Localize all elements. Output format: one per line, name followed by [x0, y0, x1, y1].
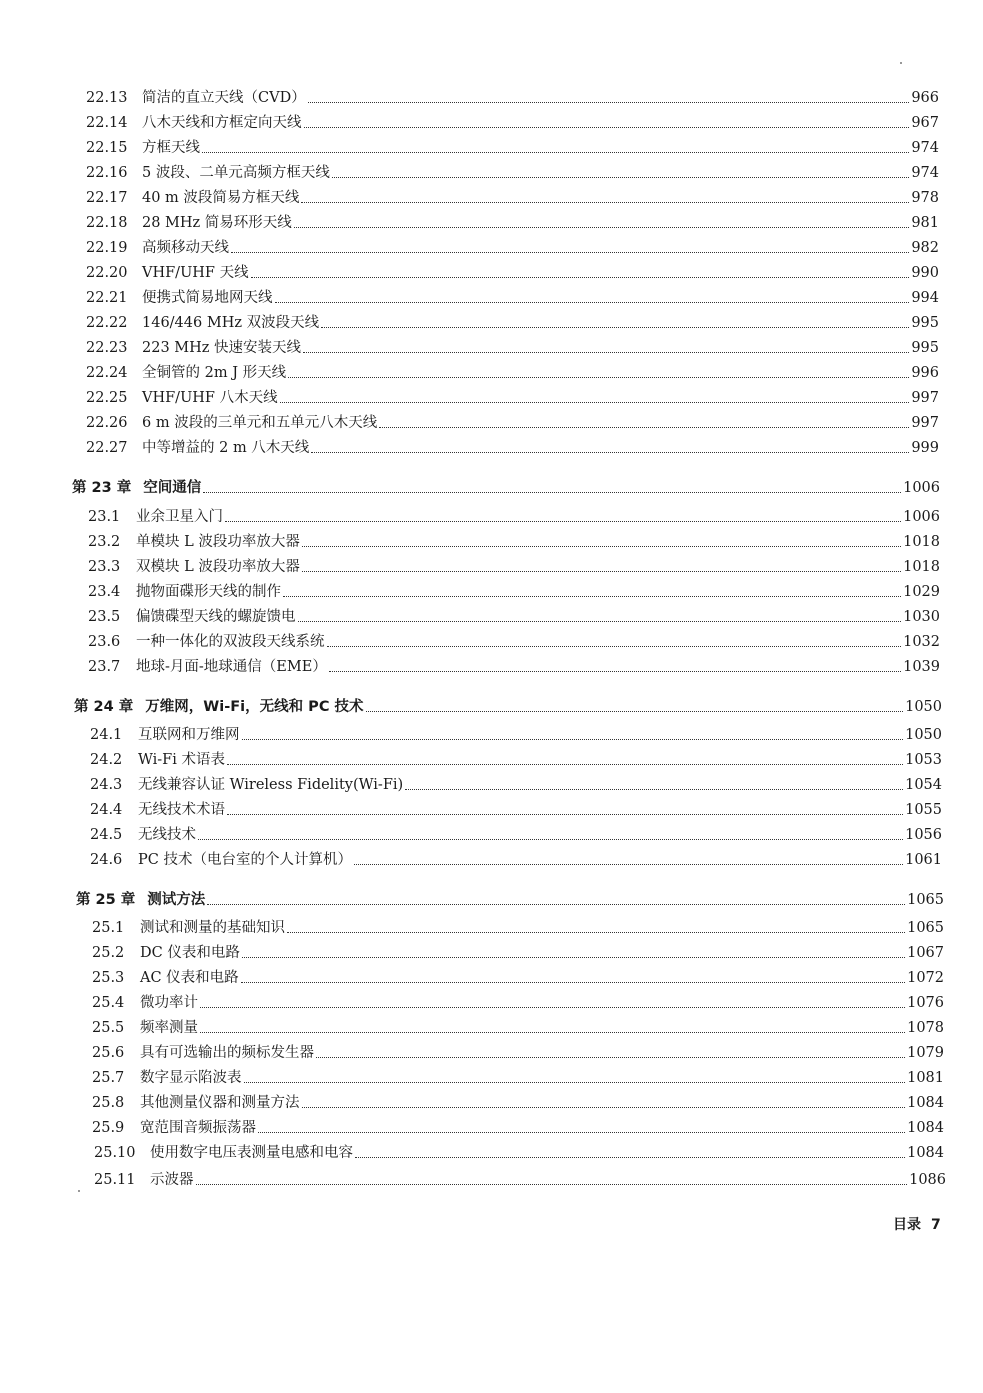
leader-dots: [196, 1183, 908, 1185]
entry-page: 1061: [905, 852, 942, 868]
entry-page: 1084: [907, 1095, 944, 1111]
toc-entry: [88, 579, 940, 601]
entry-title: AC 仪表和电路: [140, 970, 239, 986]
leader-dots: [241, 981, 905, 983]
entry-title: 中等增益的 2 m 八木天线: [142, 440, 310, 456]
entry-page: 995: [911, 340, 939, 356]
leader-dots: [227, 813, 903, 815]
entry-page: 1054: [905, 777, 942, 793]
scan-speck: [78, 1190, 80, 1192]
toc-entry: [90, 722, 942, 744]
toc-entry: [86, 435, 939, 457]
toc-entry: [86, 110, 939, 132]
entry-title: 业余卫星入门: [136, 509, 223, 525]
leader-dots: [283, 595, 901, 597]
entry-title: 数字显示陷波表: [140, 1070, 242, 1086]
entry-number: 22.14: [86, 115, 128, 131]
entry-title: 偏馈碟型天线的螺旋馈电: [136, 609, 296, 625]
entry-number: 25.9: [92, 1120, 125, 1136]
leader-dots: [294, 226, 910, 228]
leader-dots: [308, 101, 910, 103]
leader-dots: [207, 903, 905, 905]
entry-number: 25.1: [92, 920, 125, 936]
leader-dots: [287, 931, 905, 933]
leader-dots: [329, 670, 901, 672]
entry-page: 1050: [905, 727, 942, 743]
chapter-page: 1065: [907, 892, 944, 908]
chapter-title: 万维网，Wi-Fi，无线和 PC 技术: [145, 699, 364, 715]
entry-title: 6 m 波段的三单元和五单元八木天线: [142, 415, 378, 431]
toc-entry: [88, 554, 940, 576]
toc-entry: [86, 285, 939, 307]
chapter-number: 第 25 章: [76, 892, 136, 908]
entry-page: 999: [911, 440, 939, 456]
entry-number: 22.22: [86, 315, 128, 331]
entry-title: 测试和测量的基础知识: [140, 920, 285, 936]
leader-dots: [302, 570, 901, 572]
leader-dots: [225, 520, 901, 522]
toc-entry: [86, 235, 939, 257]
entry-page: 967: [911, 115, 939, 131]
entry-number: 23.1: [88, 509, 121, 525]
entry-title: 微功率计: [140, 995, 198, 1011]
entry-number: 22.19: [86, 240, 128, 256]
leader-dots: [303, 351, 909, 353]
chapter-number: 第 24 章: [74, 699, 134, 715]
entry-number: 22.17: [86, 190, 128, 206]
leader-dots: [200, 1006, 905, 1008]
toc-entry: [86, 360, 939, 382]
entry-title: 具有可选输出的频标发生器: [140, 1045, 314, 1061]
entry-page: 1053: [905, 752, 942, 768]
entry-number: 24.2: [90, 752, 123, 768]
entry-page: 1006: [903, 509, 940, 525]
chapter-number: 第 23 章: [72, 480, 132, 496]
entry-title: 一种一体化的双波段天线系统: [136, 634, 325, 650]
entry-page: 1079: [907, 1045, 944, 1061]
page-footer: [893, 1214, 941, 1234]
entry-title: 223 MHz 快速安装天线: [142, 340, 302, 356]
leader-dots: [366, 710, 904, 712]
entry-number: 25.11: [94, 1172, 136, 1188]
entry-number: 23.5: [88, 609, 121, 625]
chapter-heading: [76, 887, 944, 909]
leader-dots: [231, 251, 909, 253]
entry-number: 24.6: [90, 852, 123, 868]
chapter-heading: [74, 694, 942, 716]
entry-number: 22.25: [86, 390, 128, 406]
toc-entry: [92, 965, 944, 987]
chapter-page: 1050: [905, 699, 942, 715]
toc-entry: [86, 260, 939, 282]
entry-page: 994: [911, 290, 939, 306]
entry-number: 24.4: [90, 802, 123, 818]
toc-entry: [86, 385, 939, 407]
leader-dots: [242, 738, 904, 740]
entry-title: 双模块 L 波段功率放大器: [136, 559, 300, 575]
entry-title: 便携式简易地网天线: [142, 290, 273, 306]
leader-dots: [354, 863, 903, 865]
entry-number: 22.20: [86, 265, 128, 281]
entry-page: 1039: [903, 659, 940, 675]
entry-number: 22.24: [86, 365, 128, 381]
toc-entry: [86, 410, 939, 432]
entry-title: 高频移动天线: [142, 240, 229, 256]
leader-dots: [227, 763, 903, 765]
leader-dots: [405, 788, 903, 790]
entry-title: 示波器: [150, 1172, 194, 1188]
entry-number: 25.4: [92, 995, 125, 1011]
leader-dots: [298, 620, 902, 622]
entry-number: 25.8: [92, 1095, 125, 1111]
entry-page: 1056: [905, 827, 942, 843]
chapter-title: 测试方法: [147, 892, 206, 908]
entry-number: 25.5: [92, 1020, 125, 1036]
entry-page: 1032: [903, 634, 940, 650]
entry-title: 5 波段、二单元高频方框天线: [142, 165, 330, 181]
entry-number: 25.10: [94, 1145, 136, 1161]
entry-page: 996: [911, 365, 939, 381]
entry-page: 1018: [903, 559, 940, 575]
leader-dots: [258, 1131, 905, 1133]
scan-speck: [900, 62, 902, 64]
entry-title: 互联网和万维网: [138, 727, 240, 743]
leader-dots: [202, 151, 909, 153]
leader-dots: [302, 545, 901, 547]
entry-page: 1030: [903, 609, 940, 625]
entry-title: 单模块 L 波段功率放大器: [136, 534, 300, 550]
toc-entry: [90, 747, 942, 769]
chapter-title: 空间通信: [143, 480, 202, 496]
toc-entry: [92, 915, 944, 937]
toc-entry: [88, 604, 940, 626]
entry-page: 1067: [907, 945, 944, 961]
leader-dots: [304, 126, 910, 128]
toc-entry: [92, 1040, 944, 1062]
toc-entry: [94, 1140, 944, 1162]
entry-title: 八木天线和方框定向天线: [142, 115, 302, 131]
entry-number: 24.3: [90, 777, 123, 793]
leader-dots: [321, 326, 909, 328]
leader-dots: [327, 645, 902, 647]
toc-entry: [88, 504, 940, 526]
footer-page-number: 7: [931, 1217, 941, 1233]
toc-entry: [86, 160, 939, 182]
entry-number: 24.1: [90, 727, 123, 743]
entry-number: 22.27: [86, 440, 128, 456]
toc-entry: [86, 135, 939, 157]
toc-entry: [90, 822, 942, 844]
entry-page: 990: [911, 265, 939, 281]
entry-page: 1055: [905, 802, 942, 818]
entry-title: 无线兼容认证 Wireless Fidelity(Wi-Fi): [138, 777, 404, 793]
entry-title: 40 m 波段简易方框天线: [142, 190, 300, 206]
entry-page: 974: [911, 165, 939, 181]
entry-title: Wi-Fi 术语表: [138, 752, 225, 768]
toc-entry: [92, 990, 944, 1012]
entry-number: 23.3: [88, 559, 121, 575]
toc-entry: [90, 797, 942, 819]
entry-page: 1078: [907, 1020, 944, 1036]
entry-number: 23.4: [88, 584, 121, 600]
toc-entry: [86, 210, 939, 232]
entry-title: 简洁的直立天线（CVD）: [142, 90, 306, 106]
leader-dots: [301, 201, 909, 203]
entry-title: VHF/UHF 八木天线: [142, 390, 278, 406]
entry-title: 无线技术术语: [138, 802, 225, 818]
entry-title: 宽范围音频振荡器: [140, 1120, 256, 1136]
toc-entry: [90, 772, 942, 794]
entry-page: 1018: [903, 534, 940, 550]
entry-title: 方框天线: [142, 140, 200, 156]
entry-number: 22.21: [86, 290, 128, 306]
entry-number: 22.15: [86, 140, 128, 156]
entry-title: 其他测量仪器和测量方法: [140, 1095, 300, 1111]
entry-title: 28 MHz 简易环形天线: [142, 215, 292, 231]
entry-page: 1029: [903, 584, 940, 600]
leader-dots: [311, 451, 909, 453]
entry-page: 1072: [907, 970, 944, 986]
entry-title: PC 技术（电台室的个人计算机）: [138, 852, 352, 868]
entry-title: 抛物面碟形天线的制作: [136, 584, 281, 600]
toc-entry: [92, 1065, 944, 1087]
leader-dots: [198, 838, 903, 840]
entry-number: 23.7: [88, 659, 121, 675]
leader-dots: [203, 491, 901, 493]
leader-dots: [242, 956, 905, 958]
toc-entry: [88, 529, 940, 551]
entry-page: 1076: [907, 995, 944, 1011]
leader-dots: [280, 401, 910, 403]
entry-page: 995: [911, 315, 939, 331]
toc-entry: [92, 940, 944, 962]
entry-number: 25.7: [92, 1070, 125, 1086]
leader-dots: [288, 376, 909, 378]
toc-entry: [86, 310, 939, 332]
entry-page: 1086: [909, 1172, 946, 1188]
entry-title: 使用数字电压表测量电感和电容: [150, 1145, 353, 1161]
entry-number: 22.13: [86, 90, 128, 106]
leader-dots: [379, 426, 909, 428]
entry-title: 无线技术: [138, 827, 196, 843]
entry-number: 22.16: [86, 165, 128, 181]
toc-entry: [94, 1167, 946, 1189]
entry-page: 982: [911, 240, 939, 256]
entry-number: 24.5: [90, 827, 123, 843]
entry-title: DC 仪表和电路: [140, 945, 240, 961]
leader-dots: [200, 1031, 905, 1033]
entry-title: 146/446 MHz 双波段天线: [142, 315, 320, 331]
leader-dots: [302, 1106, 906, 1108]
chapter-page: 1006: [903, 480, 940, 496]
entry-page: 1084: [907, 1145, 944, 1161]
entry-title: 地球-月面-地球通信（EME）: [136, 659, 327, 675]
toc-entry: [88, 629, 940, 651]
entry-number: 25.2: [92, 945, 125, 961]
entry-title: 频率测量: [140, 1020, 198, 1036]
entry-page: 1084: [907, 1120, 944, 1136]
leader-dots: [355, 1156, 905, 1158]
entry-title: 全铜管的 2m J 形天线: [142, 365, 287, 381]
leader-dots: [244, 1081, 906, 1083]
toc-entry: [90, 847, 942, 869]
entry-number: 25.6: [92, 1045, 125, 1061]
entry-number: 23.6: [88, 634, 121, 650]
entry-page: 1065: [907, 920, 944, 936]
toc-entry: [92, 1015, 944, 1037]
entry-number: 22.26: [86, 415, 128, 431]
leader-dots: [316, 1056, 905, 1058]
toc-entry: [92, 1090, 944, 1112]
leader-dots: [332, 176, 909, 178]
entry-page: 981: [911, 215, 939, 231]
entry-number: 22.18: [86, 215, 128, 231]
toc-entry: [88, 654, 940, 676]
leader-dots: [251, 276, 910, 278]
entry-number: 25.3: [92, 970, 125, 986]
entry-page: 978: [911, 190, 939, 206]
entry-page: 974: [911, 140, 939, 156]
toc-entry: [86, 335, 939, 357]
entry-number: 22.23: [86, 340, 128, 356]
leader-dots: [275, 301, 910, 303]
entry-page: 997: [911, 390, 939, 406]
toc-entry: [92, 1115, 944, 1137]
entry-title: VHF/UHF 天线: [142, 265, 249, 281]
entry-page: 1081: [907, 1070, 944, 1086]
footer-label: 目录: [893, 1217, 921, 1233]
toc-entry: [86, 185, 939, 207]
entry-page: 997: [911, 415, 939, 431]
entry-page: 966: [911, 90, 939, 106]
chapter-heading: [72, 475, 940, 497]
toc-entry: [86, 85, 939, 107]
entry-number: 23.2: [88, 534, 121, 550]
